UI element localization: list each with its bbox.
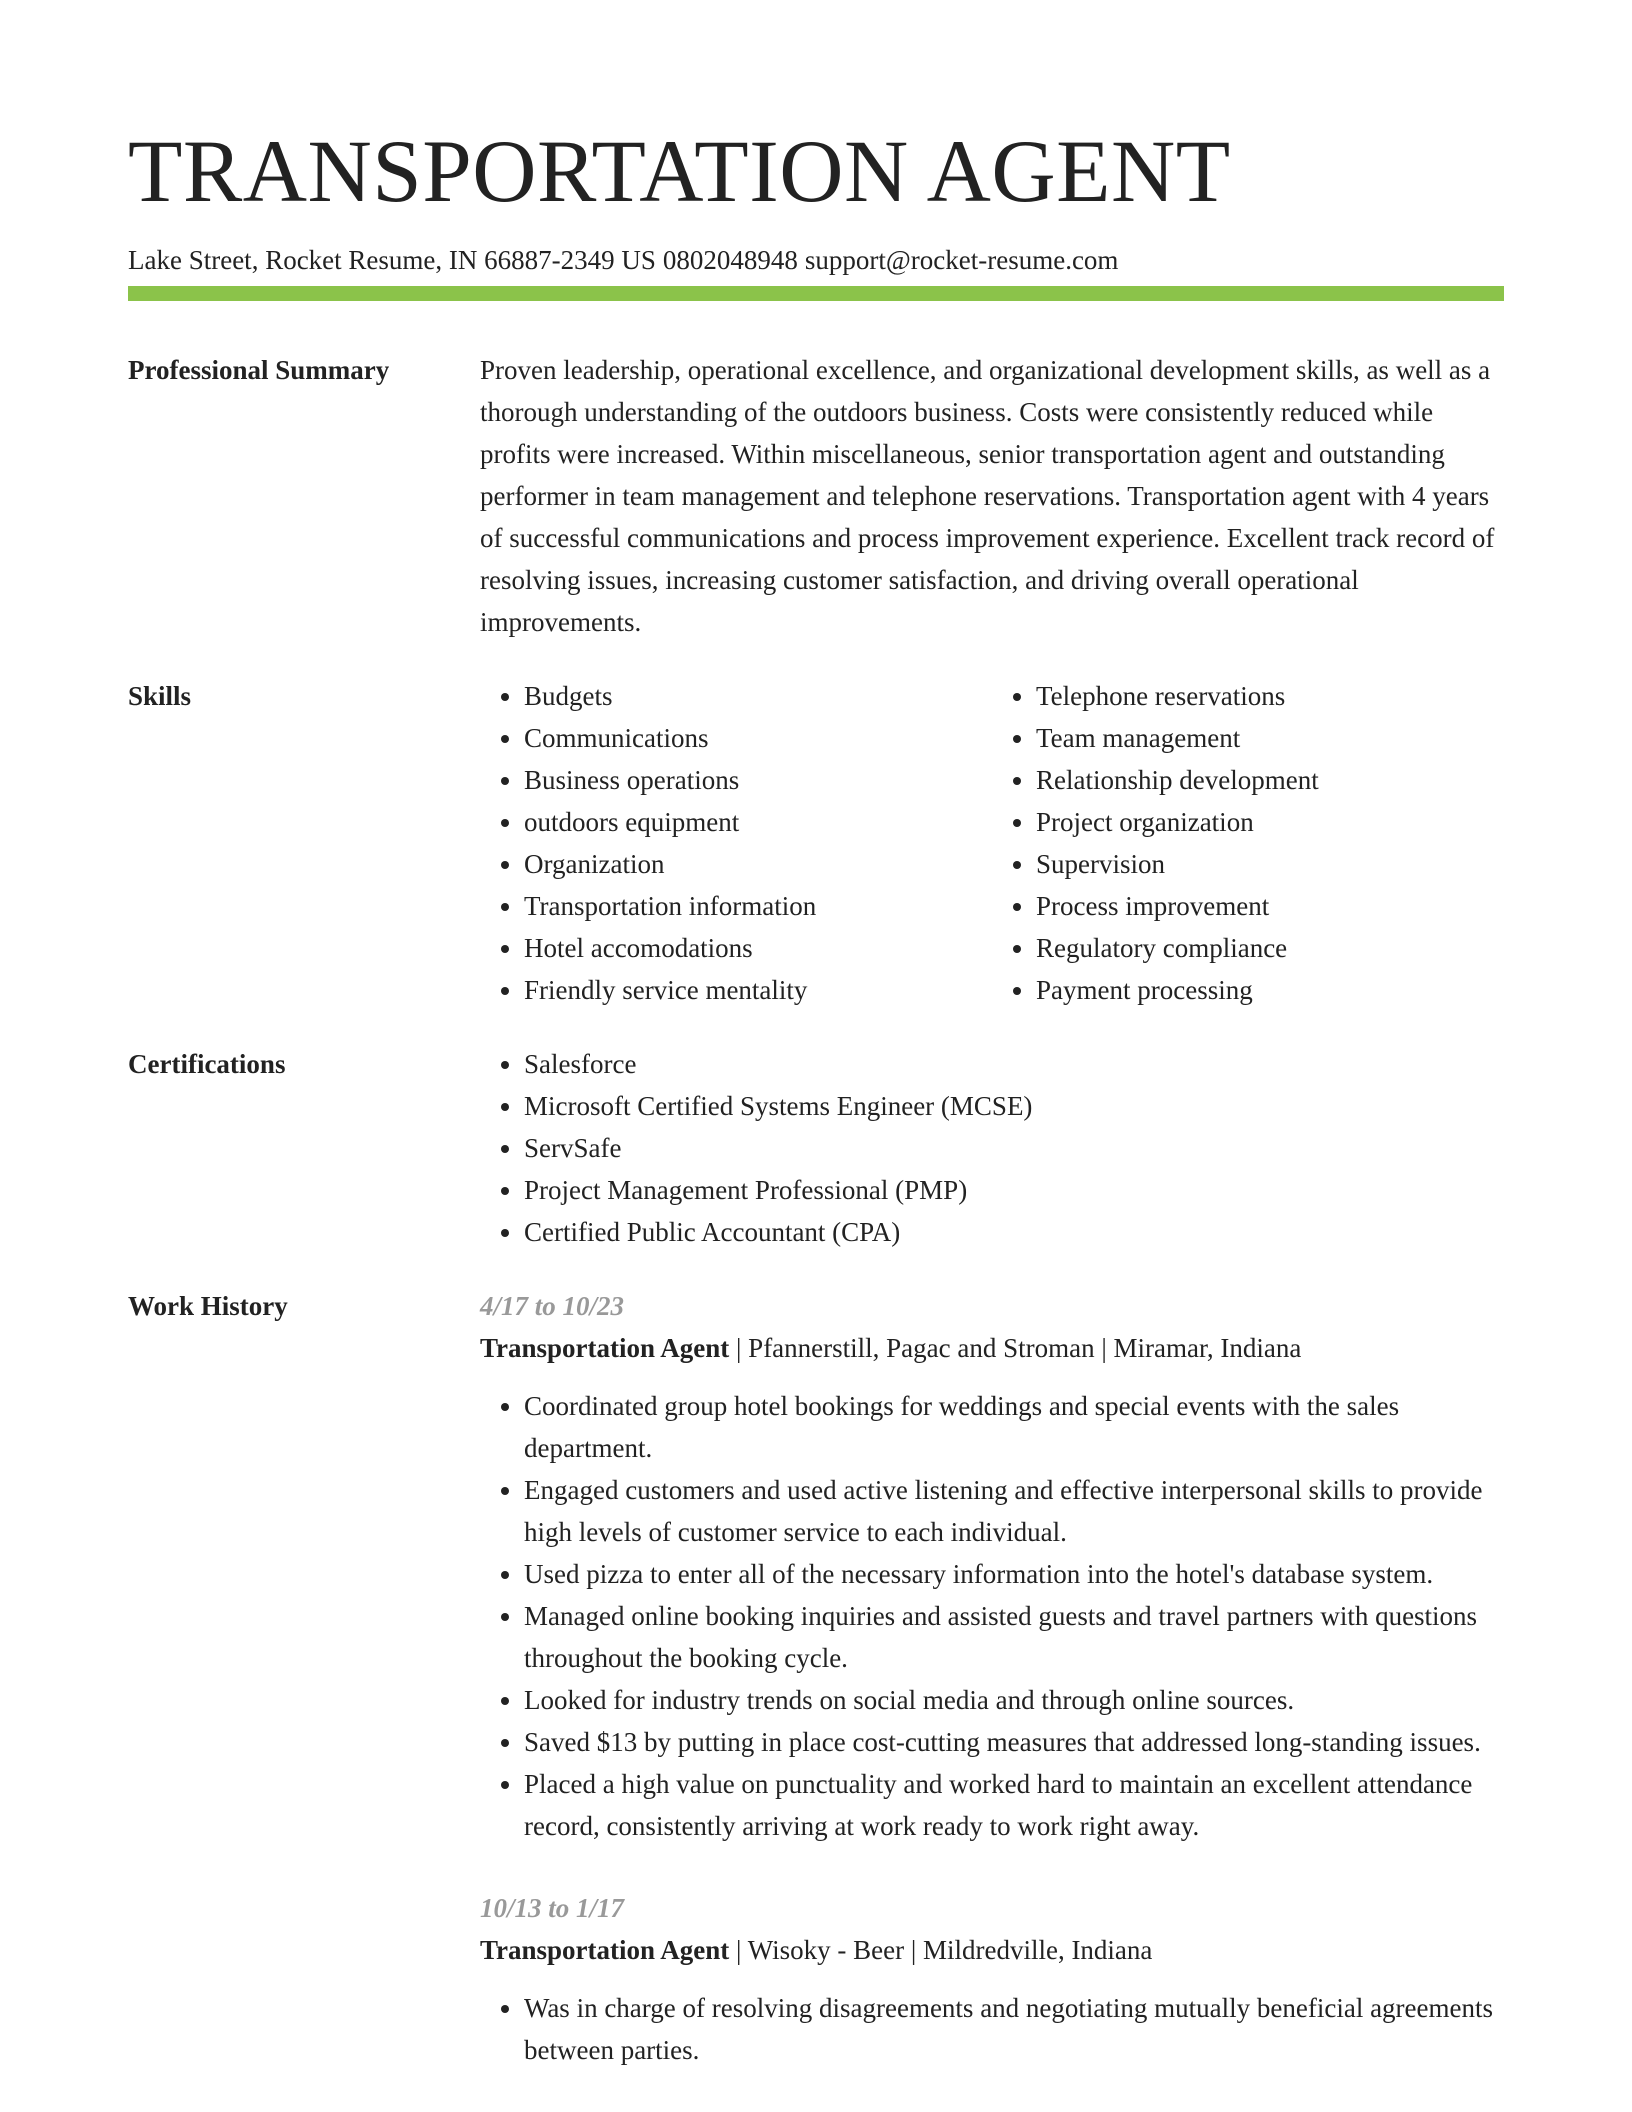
certification-item: • Project Management Professional (PMP) — [524, 1169, 1504, 1211]
skill-item: • Team management — [1036, 717, 1504, 759]
skill-item: • Communications — [524, 717, 992, 759]
job-bullet: • Placed a high value on punctuality and worked hard to maintain an excellent attendance record, consistently arriving at work ready to work right away. — [524, 1763, 1504, 1847]
contact-address: Lake Street, Rocket Resume, IN 66887-2349 US — [128, 245, 656, 275]
job-bullet: • Managed online booking inquiries and assisted guests and travel partners with questions throughout the booking cycle. — [524, 1595, 1504, 1679]
job-bullet: • Used pizza to enter all of the necessary information into the hotel's database system. — [524, 1553, 1504, 1595]
skill-item: • Payment processing — [1036, 969, 1504, 1011]
job-bullet: • Coordinated group hotel bookings for weddings and special events with the sales department. — [524, 1385, 1504, 1469]
job-title: Transportation Agent — [480, 1935, 730, 1965]
skills-list-right — [992, 675, 1504, 1011]
job-location: Miramar, Indiana — [1113, 1333, 1302, 1363]
job-heading: Transportation Agent | Pfannerstill, Pagac and Stroman | Miramar, Indiana — [480, 1333, 1302, 1363]
certifications-list — [480, 1043, 1504, 1253]
job-entry — [480, 1887, 1504, 2071]
job-employer: Wisoky - Beer — [747, 1935, 905, 1965]
job-bullet: • Was in charge of resolving disagreements and negotiating mutually beneficial agreements between parties. — [524, 1987, 1504, 2071]
skill-item: • Transportation information — [524, 885, 992, 927]
skill-item: • Regulatory compliance — [1036, 927, 1504, 969]
skill-item: • Organization — [524, 843, 992, 885]
skill-item: • Process improvement — [1036, 885, 1504, 927]
skill-item: • outdoors equipment — [524, 801, 992, 843]
section-heading: Certifications — [128, 1049, 286, 1079]
certification-item: • Microsoft Certified Systems Engineer (MCSE) — [524, 1085, 1504, 1127]
job-employer: Pfannerstill, Pagac and Stroman — [748, 1333, 1095, 1363]
job-bullets — [480, 1385, 1504, 1847]
certification-item: • Certified Public Accountant (CPA) — [524, 1211, 1504, 1253]
job-dates: 4/17 to 10/23 — [480, 1291, 625, 1321]
skills-section — [128, 675, 1504, 1011]
job-bullet: • Saved $13 by putting in place cost-cutting measures that addressed long-standing issues. — [524, 1721, 1504, 1763]
skill-item: • Relationship development — [1036, 759, 1504, 801]
certification-item: • ServSafe — [524, 1127, 1504, 1169]
skill-item: • Budgets — [524, 675, 992, 717]
summary-text: Proven leadership, operational excellence, and organizational development skills, as well as a thorough understanding of the outdoors business. Costs were consistently reduced while profits were increased. Within miscellaneous, senior transportation agent and outstanding performer in team management and telephone reservations. Transportation agent with 4 years of successful communications and process improvement experience. Excellent track record of resolving issues, increasing customer satisfaction, and driving overall operational improvements. — [480, 355, 1495, 637]
job-location: Mildredville, Indiana — [922, 1935, 1153, 1965]
candidate-name: TRANSPORTATION AGENT — [128, 123, 1231, 221]
job-dates: 10/13 to 1/17 — [480, 1893, 625, 1923]
certifications-section — [128, 1043, 1504, 1253]
resume-body — [128, 349, 1504, 2111]
work-history-section — [128, 1285, 1504, 2111]
job-bullets — [480, 1987, 1504, 2071]
section-heading: Work History — [128, 1291, 288, 1321]
skill-item: • Business operations — [524, 759, 992, 801]
job-bullet: • Engaged customers and used active listening and effective interpersonal skills to provide high levels of customer service to each individual. — [524, 1469, 1504, 1553]
resume-header — [128, 112, 1504, 280]
job-entry — [480, 1285, 1504, 1847]
skill-item: • Telephone reservations — [1036, 675, 1504, 717]
skill-item: • Supervision — [1036, 843, 1504, 885]
contact-line — [128, 240, 1504, 280]
section-heading: Professional Summary — [128, 355, 390, 385]
skill-item: • Friendly service mentality — [524, 969, 992, 1011]
header-divider — [128, 286, 1504, 301]
skill-item: • Project organization — [1036, 801, 1504, 843]
summary-section — [128, 349, 1504, 643]
job-title: Transportation Agent — [480, 1333, 730, 1363]
contact-phone: 0802048948 — [662, 245, 798, 275]
skills-list-left — [480, 675, 992, 1011]
section-heading: Skills — [128, 681, 192, 711]
skill-item: • Hotel accomodations — [524, 927, 992, 969]
certification-item: • Salesforce — [524, 1043, 1504, 1085]
job-heading: Transportation Agent | Wisoky - Beer | Mildredville, Indiana — [480, 1935, 1153, 1965]
job-bullet: • Looked for industry trends on social media and through online sources. — [524, 1679, 1504, 1721]
contact-email: support@rocket-resume.com — [804, 245, 1119, 275]
